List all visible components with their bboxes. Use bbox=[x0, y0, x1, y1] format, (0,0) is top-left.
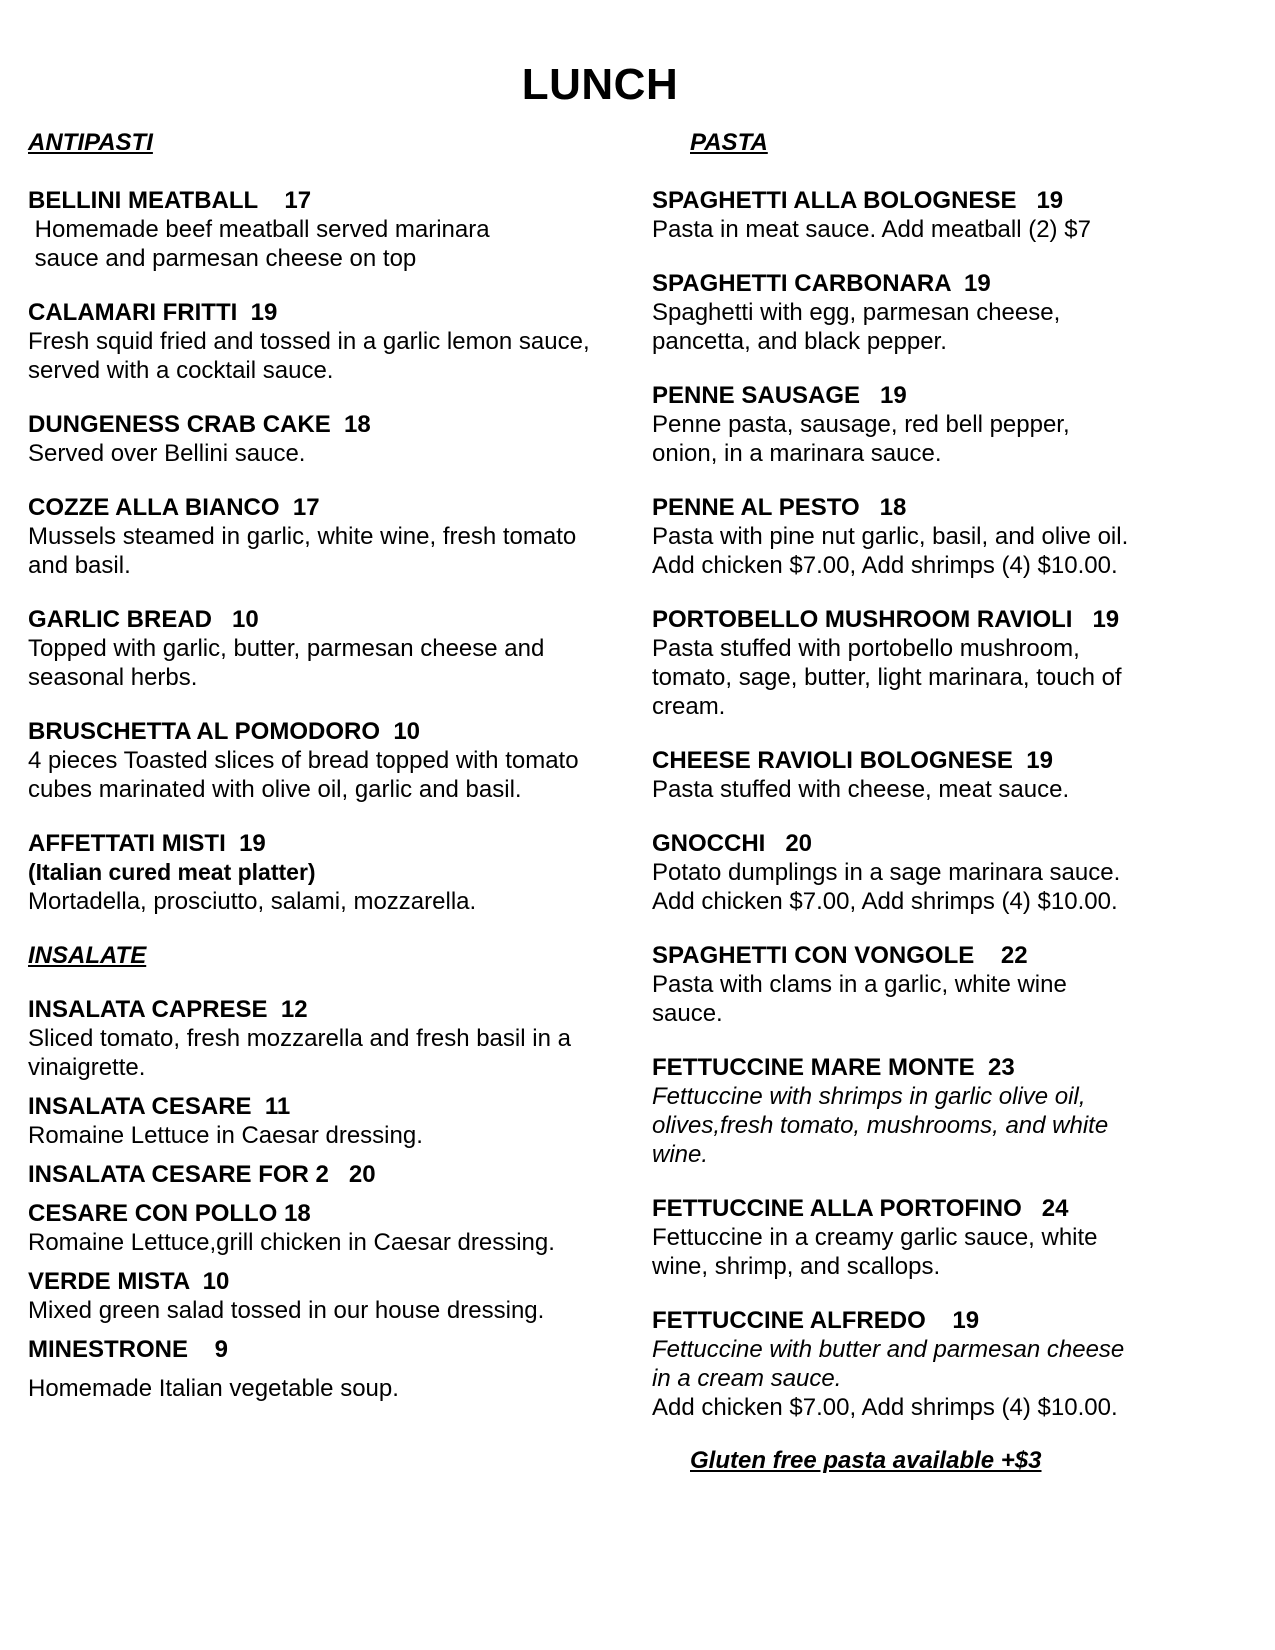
item-description: sauce and parmesan cheese on top bbox=[28, 245, 417, 272]
item-name: AFFETTATI MISTI 19 bbox=[28, 830, 266, 857]
item-description: Mortadella, prosciutto, salami, mozzarella. bbox=[28, 888, 477, 915]
menu-item bbox=[28, 829, 628, 916]
item-name: MINESTRONE 9 bbox=[28, 1336, 229, 1363]
menu-item bbox=[652, 829, 1212, 916]
item-description: olives,fresh tomato, mushrooms, and white bbox=[652, 1112, 1109, 1139]
item-description: Pasta with pine nut garlic, basil, and olive oil. bbox=[652, 523, 1129, 550]
menu-item bbox=[28, 1199, 628, 1257]
item-description: Mixed green salad tossed in our house dressing. bbox=[28, 1297, 545, 1324]
menu-item bbox=[28, 1335, 628, 1403]
item-name: CHEESE RAVIOLI BOLOGNESE 19 bbox=[652, 747, 1053, 774]
menu-item bbox=[652, 746, 1212, 804]
item-description: Potato dumplings in a sage marinara sauce. bbox=[652, 859, 1121, 886]
menu-item bbox=[652, 1306, 1212, 1422]
item-description: onion, in a marinara sauce. bbox=[652, 440, 942, 467]
item-name: COZZE ALLA BIANCO 17 bbox=[28, 494, 320, 521]
menu-item bbox=[28, 1092, 628, 1150]
menu-item bbox=[28, 717, 628, 804]
item-description: Spaghetti with egg, parmesan cheese, bbox=[652, 299, 1061, 326]
item-description: Served over Bellini sauce. bbox=[28, 440, 306, 467]
item-description: wine, shrimp, and scallops. bbox=[652, 1253, 941, 1280]
item-description: cream. bbox=[652, 693, 726, 720]
item-description: Pasta stuffed with cheese, meat sauce. bbox=[652, 776, 1070, 803]
item-description: Pasta with clams in a garlic, white wine bbox=[652, 971, 1067, 998]
item-name: SPAGHETTI ALLA BOLOGNESE 19 bbox=[652, 187, 1064, 214]
item-description: served with a cocktail sauce. bbox=[28, 357, 334, 384]
menu-item bbox=[652, 269, 1212, 356]
item-description: Add chicken $7.00, Add shrimps (4) $10.00. bbox=[652, 1394, 1118, 1421]
item-name: BRUSCHETTA AL POMODORO 10 bbox=[28, 718, 421, 745]
item-name: SPAGHETTI CARBONARA 19 bbox=[652, 270, 991, 297]
item-description: Homemade Italian vegetable soup. bbox=[28, 1375, 399, 1402]
item-description: Fettuccine in a creamy garlic sauce, white bbox=[652, 1224, 1098, 1251]
item-description: 4 pieces Toasted slices of bread topped with tomato bbox=[28, 747, 579, 774]
item-description: Romaine Lettuce in Caesar dressing. bbox=[28, 1122, 423, 1149]
item-description: pancetta, and black pepper. bbox=[652, 328, 947, 355]
left-column bbox=[28, 128, 628, 1403]
menu-item bbox=[28, 493, 628, 580]
menu-item bbox=[652, 381, 1212, 468]
item-name: SPAGHETTI CON VONGOLE 22 bbox=[652, 942, 1028, 969]
item-description: cubes marinated with olive oil, garlic and basil. bbox=[28, 776, 522, 803]
item-description: wine. bbox=[652, 1141, 709, 1168]
menu-item bbox=[28, 605, 628, 692]
item-description: Penne pasta, sausage, red bell pepper, bbox=[652, 411, 1070, 438]
menu-item bbox=[652, 186, 1212, 244]
item-description: Mussels steamed in garlic, white wine, fresh tomato bbox=[28, 523, 577, 550]
item-subtitle: (Italian cured meat platter) bbox=[28, 859, 316, 885]
item-name: INSALATA CESARE FOR 2 20 bbox=[28, 1161, 376, 1188]
item-description: and basil. bbox=[28, 552, 131, 579]
item-name: VERDE MISTA 10 bbox=[28, 1268, 230, 1295]
menu-title: LUNCH bbox=[521, 60, 679, 109]
menu-item bbox=[28, 410, 628, 468]
item-name: INSALATA CAPRESE 12 bbox=[28, 996, 308, 1023]
item-description: Fettuccine with shrimps in garlic olive oil, bbox=[652, 1083, 1086, 1110]
item-description: tomato, sage, butter, light marinara, touch of bbox=[652, 664, 1122, 691]
gluten-free-note: Gluten free pasta available +$3 bbox=[690, 1447, 1042, 1474]
item-name: FETTUCCINE MARE MONTE 23 bbox=[652, 1054, 1015, 1081]
section-heading-antipasti: ANTIPASTI bbox=[28, 129, 153, 156]
menu-item bbox=[28, 298, 628, 385]
section-heading-pasta: PASTA bbox=[690, 129, 768, 156]
menu-item bbox=[652, 1053, 1212, 1169]
menu-item bbox=[28, 186, 628, 273]
item-name: FETTUCCINE ALLA PORTOFINO 24 bbox=[652, 1195, 1069, 1222]
item-description: sauce. bbox=[652, 1000, 723, 1027]
item-name: DUNGENESS CRAB CAKE 18 bbox=[28, 411, 371, 438]
item-description: Add chicken $7.00, Add shrimps (4) $10.00. bbox=[652, 888, 1118, 915]
right-column bbox=[652, 128, 1212, 1476]
section-heading-insalate: INSALATE bbox=[28, 942, 147, 969]
item-name: PORTOBELLO MUSHROOM RAVIOLI 19 bbox=[652, 606, 1120, 633]
item-description: in a cream sauce. bbox=[652, 1365, 842, 1392]
item-description: vinaigrette. bbox=[28, 1054, 146, 1081]
menu-item bbox=[28, 1267, 628, 1325]
menu-item bbox=[652, 941, 1212, 1028]
item-name: INSALATA CESARE 11 bbox=[28, 1093, 291, 1120]
item-description: Fresh squid fried and tossed in a garlic lemon sauce, bbox=[28, 328, 590, 355]
item-name: BELLINI MEATBALL 17 bbox=[28, 187, 312, 214]
item-description: Add chicken $7.00, Add shrimps (4) $10.00. bbox=[652, 552, 1118, 579]
menu-item bbox=[652, 605, 1212, 721]
menu-item bbox=[28, 1160, 628, 1189]
item-description: Pasta in meat sauce. Add meatball (2) $7 bbox=[652, 216, 1091, 243]
item-name: FETTUCCINE ALFREDO 19 bbox=[652, 1307, 980, 1334]
item-description: Fettuccine with butter and parmesan cheese bbox=[652, 1336, 1125, 1363]
menu-item bbox=[28, 995, 628, 1082]
item-description: Topped with garlic, butter, parmesan cheese and bbox=[28, 635, 545, 662]
menu-item bbox=[652, 493, 1212, 580]
item-description: Romaine Lettuce,grill chicken in Caesar dressing. bbox=[28, 1229, 555, 1256]
item-name: PENNE SAUSAGE 19 bbox=[652, 382, 907, 409]
item-description: Homemade beef meatball served marinara bbox=[28, 216, 490, 243]
item-name: PENNE AL PESTO 18 bbox=[652, 494, 907, 521]
item-name: CALAMARI FRITTI 19 bbox=[28, 299, 278, 326]
item-description: Pasta stuffed with portobello mushroom, bbox=[652, 635, 1080, 662]
menu-item bbox=[652, 1194, 1212, 1281]
item-name: GNOCCHI 20 bbox=[652, 830, 813, 857]
item-name: CESARE CON POLLO 18 bbox=[28, 1200, 311, 1227]
item-name: GARLIC BREAD 10 bbox=[28, 606, 259, 633]
item-description: seasonal herbs. bbox=[28, 664, 198, 691]
item-description: Sliced tomato, fresh mozzarella and fresh basil in a bbox=[28, 1025, 571, 1052]
